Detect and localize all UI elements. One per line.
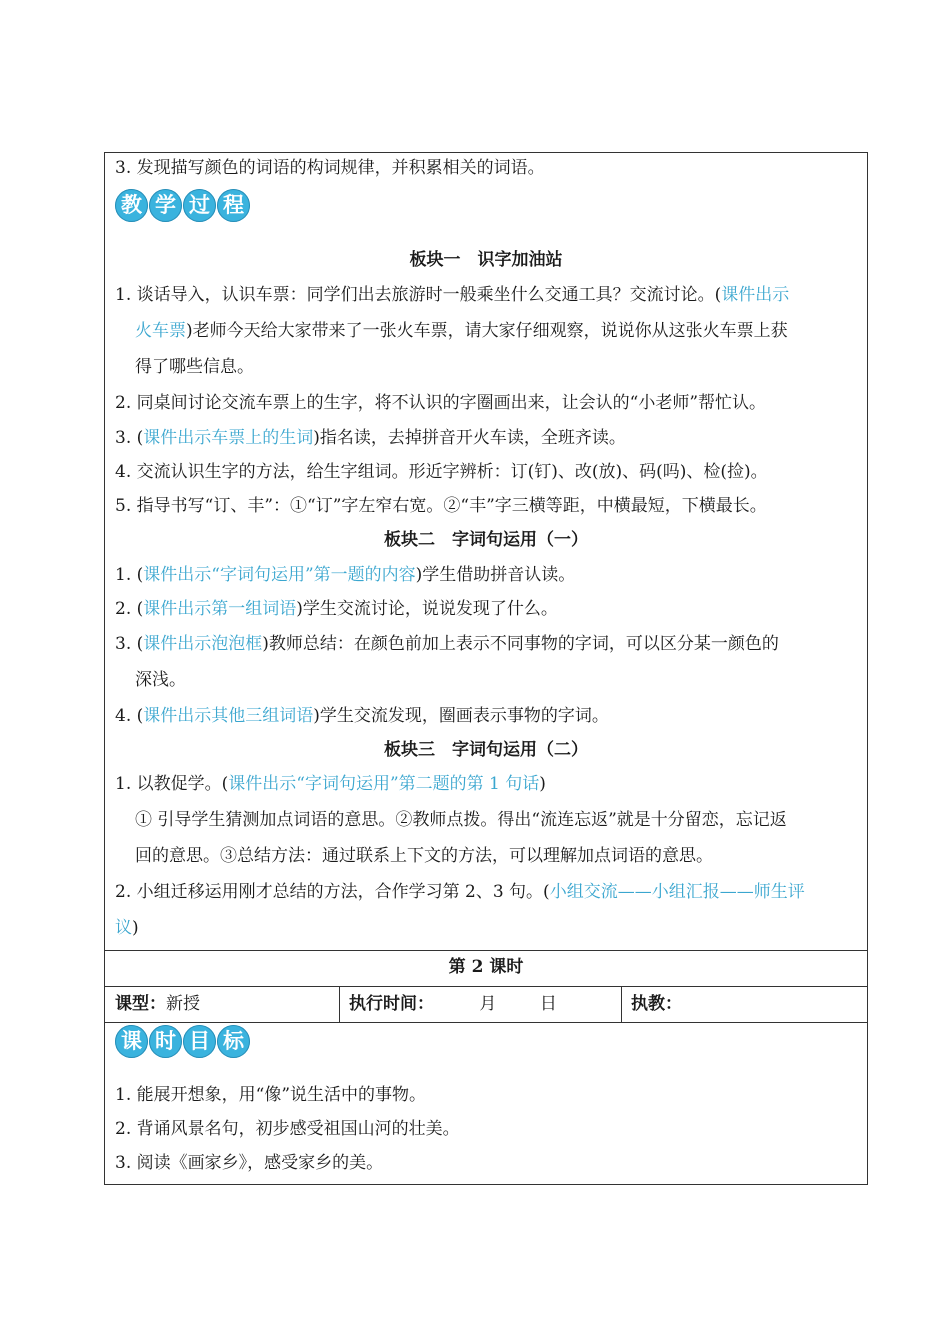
section2-line xyxy=(115,564,859,586)
section1-line xyxy=(115,284,859,306)
section1-line xyxy=(135,320,859,342)
highlight-text: 课件出示其他三组词语 xyxy=(143,706,314,726)
lesson2-title: 第 2 课时 xyxy=(448,957,524,977)
highlight-text: 课件出示“字词句运用”第二题的第 1 句话 xyxy=(228,774,540,794)
section2-title: 板块二 字词句运用（一） xyxy=(384,530,588,550)
divider xyxy=(105,1022,867,1023)
badge-char: 程 xyxy=(217,189,250,222)
section1-title: 板块一 识字加油站 xyxy=(409,250,563,270)
badge-char: 目 xyxy=(183,1025,216,1058)
text: 1. ( xyxy=(115,565,144,585)
highlight-text: 课件出示“字词句运用”第一题的内容 xyxy=(143,565,416,585)
highlight-text: 课件出示泡泡框 xyxy=(143,634,263,654)
text: ) xyxy=(132,918,139,938)
section1-line: 5. 指导书写“订、丰”：①“订”字左窄右宽。②“丰”字三横等距，中横最短，下横最长。 xyxy=(115,496,767,516)
lesson2-info-row xyxy=(105,986,867,1022)
section3-line xyxy=(115,881,859,903)
text: 4. ( xyxy=(115,706,144,726)
section2-line xyxy=(115,633,859,655)
goal-line: 2. 背诵风景名句，初步感受祖国山河的壮美。 xyxy=(115,1119,460,1139)
cell-divider xyxy=(339,986,340,1022)
section3-line xyxy=(115,917,859,939)
text: )指名读，去掉拼音开火车读，全班齐读。 xyxy=(313,428,626,448)
text: )学生借助拼音认读。 xyxy=(415,565,576,585)
highlight-text: 议 xyxy=(115,918,132,938)
lesson-plan-table xyxy=(104,152,868,1185)
text: )教师总结：在颜色前加上表示不同事物的字词，可以区分某一颜色的 xyxy=(262,634,779,654)
section3-title: 板块三 字词句运用（二） xyxy=(384,740,588,760)
text: 2. 小组迁移运用刚才总结的方法，合作学习第 2、3 句。( xyxy=(115,882,550,902)
section1-line xyxy=(115,427,859,449)
lesson-type-label: 课型： xyxy=(115,994,166,1014)
highlight-text: 小组交流——小组汇报——师生评 xyxy=(549,882,805,902)
badge-char: 时 xyxy=(149,1025,182,1058)
goal-line: 1. 能展开想象，用“像”说生活中的事物。 xyxy=(115,1085,427,1105)
teacher-label: 执教： xyxy=(631,994,682,1014)
badge-char: 教 xyxy=(115,189,148,222)
badge-char: 标 xyxy=(217,1025,250,1058)
section2-line xyxy=(115,705,859,727)
section2-line: 深浅。 xyxy=(135,670,186,690)
text: 3. ( xyxy=(115,428,144,448)
text: 3. ( xyxy=(115,634,144,654)
text: )老师今天给大家带来了一张火车票，请大家仔细观察，说说你从这张火车票上获 xyxy=(186,321,788,341)
cell-divider xyxy=(621,986,622,1022)
day-label: 日 xyxy=(539,994,557,1014)
section1-line: 得了哪些信息。 xyxy=(135,357,254,377)
section3-line: ① 引导学生猜测加点词语的意思。②教师点拨。得出“流连忘返”就是十分留恋，忘记返 xyxy=(135,810,787,830)
section3-line xyxy=(115,773,859,795)
section3-line: 回的意思。③总结方法：通过联系上下文的方法，可以理解加点词语的意思。 xyxy=(135,846,713,866)
badge-char: 课 xyxy=(115,1025,148,1058)
highlight-text: 课件出示第一组词语 xyxy=(143,599,297,619)
badge-char: 学 xyxy=(149,189,182,222)
lesson-type-value: 新授 xyxy=(166,994,200,1014)
badge-char: 过 xyxy=(183,189,216,222)
text: 2. ( xyxy=(115,599,144,619)
text: )学生交流讨论，说说发现了什么。 xyxy=(296,599,558,619)
lesson-goals-badge xyxy=(115,1025,250,1058)
month-label: 月 xyxy=(479,994,497,1014)
objective-line-3: 3. 发现描写颜色的词语的构词规律，并积累相关的词语。 xyxy=(115,158,545,178)
goal-line: 3. 阅读《画家乡》，感受家乡的美。 xyxy=(115,1153,384,1173)
highlight-text: 课件出示 xyxy=(721,285,790,305)
section1-line: 2. 同桌间讨论交流车票上的生字，将不认识的字圈画出来，让会认的“小老师”帮忙认。 xyxy=(115,393,767,413)
lesson-type xyxy=(115,986,200,1022)
divider xyxy=(105,950,867,951)
highlight-text: 课件出示车票上的生词 xyxy=(143,428,314,448)
text: )学生交流发现，圈画表示事物的字词。 xyxy=(313,706,609,726)
teaching-process-badge xyxy=(115,189,250,222)
section1-line: 4. 交流认识生字的方法，给生字组词。形近字辨析：订(钉)、改(放)、码(吗)、检(捡)。 xyxy=(115,462,768,482)
section2-line xyxy=(115,598,859,620)
highlight-text: 火车票 xyxy=(135,321,186,341)
text: 1. 谈话导入，认识车票：同学们出去旅游时一般乘坐什么交通工具？交流讨论。( xyxy=(115,285,722,305)
text: 1. 以教促学。( xyxy=(115,774,229,794)
text: ) xyxy=(539,774,546,794)
execution-time xyxy=(349,986,557,1022)
execution-time-label: 执行时间： xyxy=(349,994,434,1014)
